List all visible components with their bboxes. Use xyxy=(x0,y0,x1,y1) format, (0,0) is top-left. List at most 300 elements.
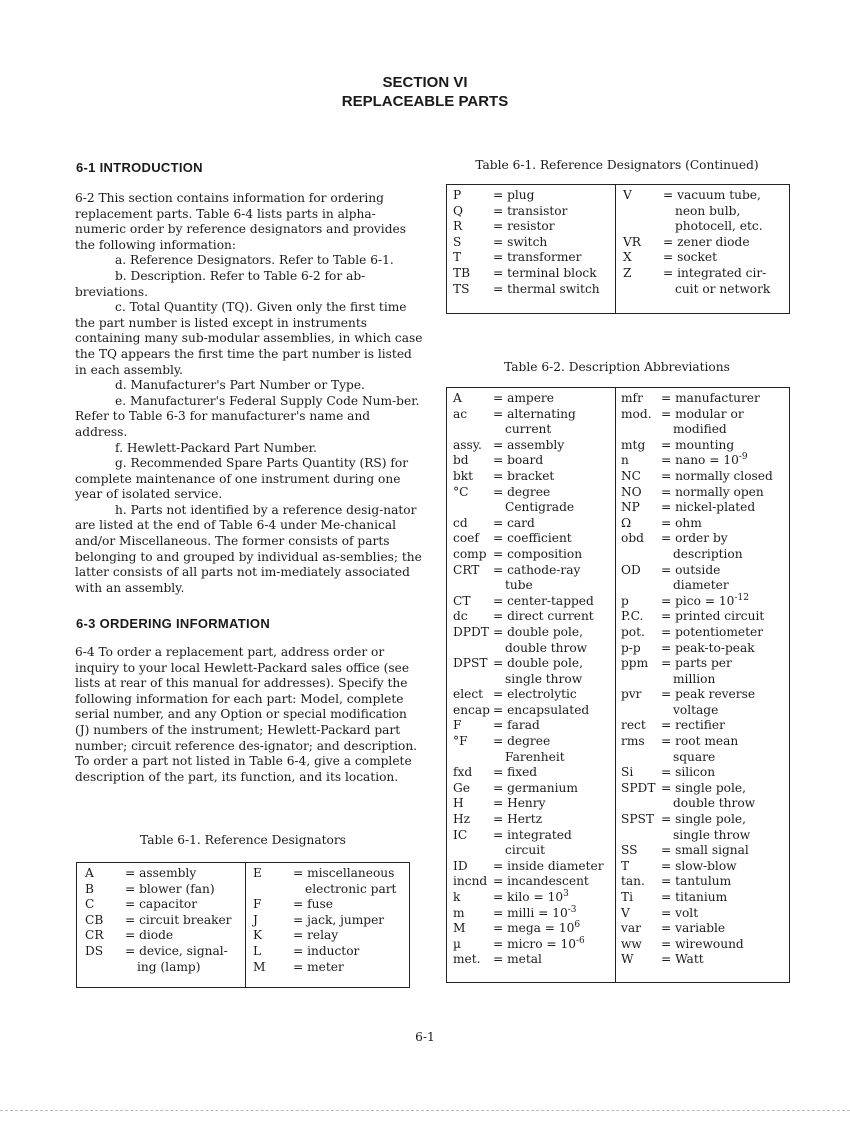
designator: M xyxy=(253,959,266,974)
definition-text: = encapsulated xyxy=(493,702,590,717)
page-title: REPLACEABLE PARTS xyxy=(341,93,509,110)
definition xyxy=(493,687,577,703)
definition-text: = plug xyxy=(493,188,535,202)
table-row xyxy=(453,531,613,547)
designator: A xyxy=(85,866,94,880)
definition xyxy=(661,874,731,890)
definition-text: = small signal xyxy=(661,843,749,858)
definition xyxy=(505,422,551,438)
definition xyxy=(293,913,384,929)
exponent: -6 xyxy=(576,935,585,946)
designator: °F xyxy=(453,734,468,749)
definition xyxy=(661,859,737,875)
designator: n xyxy=(621,453,629,468)
table-divider xyxy=(245,863,246,987)
designator: NO xyxy=(621,484,642,499)
table-row xyxy=(453,266,613,282)
definition-text: = peak-to-peak xyxy=(661,640,755,655)
table-row xyxy=(621,703,787,719)
definition xyxy=(493,703,589,719)
definition xyxy=(661,625,763,641)
table-row xyxy=(621,906,787,922)
definition xyxy=(673,703,718,719)
item-f: f. Hewlett-Packard Part Number. xyxy=(115,440,317,455)
table-6-1-continued xyxy=(446,184,790,314)
definition-text: square xyxy=(673,749,716,764)
designator: p xyxy=(621,593,629,608)
table-row xyxy=(621,641,787,657)
definition xyxy=(493,906,576,922)
designator: C xyxy=(85,897,95,912)
definition xyxy=(493,531,572,547)
table-row xyxy=(621,672,787,688)
definition xyxy=(493,656,583,672)
table-row xyxy=(453,765,613,781)
definition-text: = integrated xyxy=(493,827,572,842)
table-row xyxy=(453,890,613,906)
para-6-2: 6-2 This section contains information for ordering replacement parts. Table 6-4 lists parts in alpha-numeric order by reference designators and provides the following information: xyxy=(75,191,406,252)
designator: p-p xyxy=(621,640,641,655)
definition xyxy=(673,547,743,563)
table-row xyxy=(623,188,787,204)
table-row xyxy=(621,656,787,672)
table-row xyxy=(453,578,613,594)
definition-text: = germanium xyxy=(493,780,578,795)
table-row xyxy=(621,438,787,454)
designator: T xyxy=(621,858,630,873)
designator: CB xyxy=(85,912,104,927)
definition-text: = degree xyxy=(493,734,551,749)
table-row xyxy=(85,928,243,944)
exponent: -3 xyxy=(567,904,577,915)
definition xyxy=(663,250,717,266)
definition xyxy=(493,890,569,906)
table-row xyxy=(623,204,787,220)
table-row xyxy=(621,859,787,875)
definition xyxy=(493,859,604,875)
definition-text: = zener diode xyxy=(663,234,750,249)
definition xyxy=(493,812,542,828)
definition xyxy=(493,266,597,282)
designator: X xyxy=(623,250,632,265)
designator: SS xyxy=(621,843,638,858)
definition-text: = nano = 10 xyxy=(661,453,739,468)
definition-text: = electrolytic xyxy=(493,687,577,702)
definition-text: = resistor xyxy=(493,219,555,234)
table-row xyxy=(621,407,787,423)
introduction-text xyxy=(75,191,425,596)
designator: µ xyxy=(453,936,461,951)
definition xyxy=(661,641,755,657)
definition xyxy=(661,656,732,672)
definition-text: = single pole, xyxy=(661,812,746,827)
designator: TB xyxy=(453,265,471,280)
definition xyxy=(673,796,755,812)
definition-text: single throw xyxy=(673,827,751,842)
designator: comp xyxy=(453,546,487,561)
table-6-1-continued-caption: Table 6-1. Reference Designators (Continued) xyxy=(475,158,759,172)
designator: cd xyxy=(453,515,468,530)
definition-text: = Henry xyxy=(493,796,546,811)
definition-text: = outside xyxy=(661,562,721,577)
table-divider xyxy=(615,388,616,982)
definition-text: = switch xyxy=(493,234,548,249)
definition xyxy=(293,866,394,882)
designator: SPST xyxy=(621,812,655,827)
table-row xyxy=(453,812,613,828)
designator: A xyxy=(453,391,462,405)
definition xyxy=(505,578,533,594)
definition xyxy=(661,952,704,968)
table-6-2 xyxy=(446,387,790,983)
definition xyxy=(493,547,582,563)
table-row xyxy=(453,547,613,563)
definition xyxy=(493,796,546,812)
table-row xyxy=(621,500,787,516)
definition xyxy=(661,500,755,516)
table-row xyxy=(453,516,613,532)
table-row xyxy=(453,952,613,968)
definition-text: = coefficient xyxy=(493,531,572,546)
definition-text: = root mean xyxy=(661,734,739,749)
table-row xyxy=(621,874,787,890)
definition-text: = nickel-plated xyxy=(661,500,756,515)
definition-text: diameter xyxy=(673,578,729,593)
definition xyxy=(663,188,761,204)
table-row xyxy=(453,422,613,438)
item-h: h. Parts not identified by a reference desig-nator are listed at the end of Table 6-4 under Me-chanical and/or Miscellaneous. The former consists of parts belonging to and grouped by individual as-semblies; the latter consists of all parts not im-mediately associated with an assembly. xyxy=(75,502,422,595)
definition-text: current xyxy=(505,422,552,437)
table-row xyxy=(621,469,787,485)
table-row xyxy=(623,219,787,235)
definition-text: = bracket xyxy=(493,468,555,483)
table-row xyxy=(621,687,787,703)
definition-text: = vacuum tube, xyxy=(663,188,761,202)
designator: B xyxy=(85,881,94,896)
table-row xyxy=(85,897,243,913)
definition-text: = single pole, xyxy=(661,780,746,795)
definition xyxy=(661,485,764,501)
definition xyxy=(305,882,396,898)
definition xyxy=(661,906,698,922)
table-row xyxy=(453,563,613,579)
table-6-2-left-column xyxy=(453,391,613,968)
designator: CRT xyxy=(453,562,480,577)
table-row xyxy=(85,866,243,882)
definition-text: = Hertz xyxy=(493,812,543,827)
ordering-heading: 6-3 ORDERING INFORMATION xyxy=(76,616,271,631)
item-c: c. Total Quantity (TQ). Given only the first time the part number is listed except in instruments containing many sub-modular assemblies, in which case the TQ appears the first time the part number is listed in each assembly. xyxy=(75,300,423,377)
definition xyxy=(293,928,338,944)
definition-text: = potentiometer xyxy=(661,624,764,639)
definition-text: = slow-blow xyxy=(661,858,737,873)
exponent: -9 xyxy=(738,452,748,463)
table-row xyxy=(623,250,787,266)
table-row xyxy=(621,391,787,407)
table-row xyxy=(621,734,787,750)
exponent: 6 xyxy=(574,920,581,931)
definition-text: = fixed xyxy=(493,765,538,780)
definition-text: = wirewound xyxy=(661,936,744,951)
table-row xyxy=(453,641,613,657)
table-row xyxy=(253,960,409,976)
page-number: 6-1 xyxy=(415,1030,435,1044)
table-row xyxy=(453,734,613,750)
table-row xyxy=(453,235,613,251)
table-row xyxy=(621,890,787,906)
definition-text: modified xyxy=(673,422,727,437)
definition-text: = circuit breaker xyxy=(125,912,232,927)
definition-text: = center-tapped xyxy=(493,593,594,608)
designator: H xyxy=(453,796,464,811)
designator: mod. xyxy=(621,406,652,421)
designator: Q xyxy=(453,203,463,218)
table-row xyxy=(453,438,613,454)
definition xyxy=(493,282,600,298)
definition-text: = metal xyxy=(493,952,542,967)
definition xyxy=(293,944,359,960)
definition xyxy=(493,874,589,890)
definition xyxy=(675,219,763,235)
definition-text: = alternating xyxy=(493,406,576,421)
table-row xyxy=(453,204,613,220)
definition xyxy=(673,828,750,844)
definition-text: = farad xyxy=(493,718,540,733)
table-row xyxy=(85,913,243,929)
definition xyxy=(493,718,540,734)
table-row xyxy=(621,750,787,766)
para-6-4: 6-4 To order a replacement part, address order or inquiry to your local Hewlett-Packard sales office (see lists at rear of this manual for addresses). Specify the following information for each part: Model, complete serial number, and any Option or special modification (J) numbers of the instrument; Hewlett-Packard part number; circuit reference des-ignator; and description. To order a part not listed in Table 6-4, give a complete description of the part, its function, and its location. xyxy=(75,645,418,784)
definition-text: = silicon xyxy=(661,765,716,780)
definition-text: electronic part xyxy=(305,881,397,896)
designator: ID xyxy=(453,858,468,873)
designator: tan. xyxy=(621,874,645,889)
definition xyxy=(493,469,554,485)
table-row xyxy=(621,781,787,797)
table-row xyxy=(621,422,787,438)
table-row xyxy=(453,188,613,204)
definition xyxy=(493,952,542,968)
definition-text: = double pole, xyxy=(493,624,583,639)
definition xyxy=(673,422,727,438)
definition-text: neon bulb, xyxy=(675,203,741,218)
definition xyxy=(661,469,773,485)
designator: L xyxy=(253,943,262,958)
table-row xyxy=(453,219,613,235)
definition-text: = order by xyxy=(661,531,728,546)
table-row xyxy=(621,516,787,532)
definition xyxy=(661,921,725,937)
designator: dc xyxy=(453,609,468,624)
designator: CT xyxy=(453,593,471,608)
definition-text: ing (lamp) xyxy=(137,959,201,974)
definition-text: = micro = 10 xyxy=(493,936,576,951)
designator: k xyxy=(453,890,461,904)
table-row xyxy=(453,469,613,485)
definition-text: = mounting xyxy=(661,437,735,452)
designator: incnd xyxy=(453,874,488,889)
designator: DPST xyxy=(453,656,488,671)
table-row xyxy=(453,937,613,953)
definition xyxy=(493,734,550,750)
definition-text: = pico = 10 xyxy=(661,593,735,608)
designator: bkt xyxy=(453,468,474,483)
designator: SPDT xyxy=(621,780,656,795)
designator: VR xyxy=(623,234,641,249)
table-row xyxy=(253,944,409,960)
designator: Ge xyxy=(453,780,470,795)
definition xyxy=(293,897,333,913)
designator: CR xyxy=(85,928,104,943)
definition xyxy=(661,781,746,797)
definition-text: = direct current xyxy=(493,609,594,624)
definition xyxy=(661,843,749,859)
definition-text: = meter xyxy=(293,959,344,974)
definition xyxy=(663,266,766,282)
definition xyxy=(493,594,594,610)
table-row xyxy=(253,882,409,898)
table-row xyxy=(453,843,613,859)
designator: OD xyxy=(621,562,641,577)
definition xyxy=(661,812,746,828)
definition-text: = relay xyxy=(293,928,339,943)
definition-text: = terminal block xyxy=(493,265,597,280)
designator: Ω xyxy=(621,515,632,530)
definition-text: tube xyxy=(505,578,533,593)
table-6-1-left-column xyxy=(85,866,243,975)
definition xyxy=(125,897,197,913)
definition xyxy=(661,609,764,625)
designator: elect xyxy=(453,687,484,702)
table-row xyxy=(453,609,613,625)
definition-text: = printed circuit xyxy=(661,609,765,624)
definition xyxy=(661,453,748,469)
designator: encap xyxy=(453,702,490,717)
table-row xyxy=(453,859,613,875)
definition-text: photocell, etc. xyxy=(675,219,763,234)
definition xyxy=(493,609,594,625)
definition xyxy=(673,578,729,594)
definition xyxy=(661,937,744,953)
table-row xyxy=(621,485,787,501)
definition xyxy=(661,718,725,734)
designator: var xyxy=(621,921,641,936)
definition xyxy=(125,882,215,898)
item-g: g. Recommended Spare Parts Quantity (RS) for complete maintenance of one instrument during one year of isolated service. xyxy=(75,456,409,502)
definition xyxy=(673,750,715,766)
table-row xyxy=(453,781,613,797)
definition-text: = cathode-ray xyxy=(493,562,581,577)
table-row xyxy=(621,718,787,734)
table-row xyxy=(621,609,787,625)
table-6-2-right-column xyxy=(621,391,787,968)
table-row xyxy=(253,897,409,913)
designator: V xyxy=(621,905,630,920)
designator: Hz xyxy=(453,812,471,827)
designator: NC xyxy=(621,468,641,483)
designator: IC xyxy=(453,827,468,842)
definition-text: = mega = 10 xyxy=(493,921,575,936)
table-row xyxy=(453,703,613,719)
definition xyxy=(493,453,543,469)
table-row xyxy=(621,812,787,828)
definition-text: = modular or xyxy=(661,406,744,421)
definition-text: = miscellaneous xyxy=(293,866,395,880)
designator: M xyxy=(453,921,466,936)
definition-text: = assembly xyxy=(125,866,197,880)
exponent: 3 xyxy=(563,888,569,899)
definition xyxy=(293,960,344,976)
definition-text: Farenheit xyxy=(505,749,565,764)
definition xyxy=(493,781,578,797)
introduction-heading: 6-1 INTRODUCTION xyxy=(76,160,203,175)
definition xyxy=(661,531,728,547)
designator: °C xyxy=(453,484,469,499)
definition xyxy=(661,890,727,906)
designator: F xyxy=(453,718,462,733)
definition-text: = card xyxy=(493,515,535,530)
definition xyxy=(125,866,196,882)
definition-text: circuit xyxy=(505,843,546,858)
designator: Z xyxy=(623,265,632,280)
definition-text: = composition xyxy=(493,546,583,561)
definition xyxy=(505,672,582,688)
table-6-1 xyxy=(76,862,410,988)
designator: Ti xyxy=(621,890,634,904)
table-row xyxy=(453,250,613,266)
table-row xyxy=(621,563,787,579)
definition-text: = jack, jumper xyxy=(293,912,385,927)
definition xyxy=(675,204,740,220)
table-6-1-continued-left-column xyxy=(453,188,613,297)
table-row xyxy=(453,625,613,641)
definition-text: = incandescent xyxy=(493,874,589,889)
definition xyxy=(493,765,537,781)
definition-text: = rectifier xyxy=(661,718,725,733)
designator: ppm xyxy=(621,656,649,671)
designator: T xyxy=(453,250,462,265)
table-row xyxy=(453,672,613,688)
table-6-1-continued-right-column xyxy=(623,188,787,297)
definition xyxy=(493,235,547,251)
item-e: e. Manufacturer's Federal Supply Code Num-ber. Refer to Table 6-3 for manufacturer's name and address. xyxy=(75,393,420,439)
item-d: d. Manufacturer's Part Number or Type. xyxy=(115,378,365,393)
definition xyxy=(661,734,738,750)
table-row xyxy=(253,913,409,929)
definition-text: = variable xyxy=(661,921,726,936)
definition-text: = inside diameter xyxy=(493,858,604,873)
designator: W xyxy=(621,952,634,967)
designator: P.C. xyxy=(621,609,644,624)
table-row xyxy=(453,407,613,423)
designator: m xyxy=(453,905,465,920)
table-row xyxy=(621,453,787,469)
table-row xyxy=(453,594,613,610)
table-row xyxy=(253,928,409,944)
definition-text: = socket xyxy=(663,250,717,265)
designator: F xyxy=(253,897,262,912)
table-row xyxy=(453,921,613,937)
designator: DS xyxy=(85,943,104,958)
definition xyxy=(493,391,554,407)
definition-text: = tantulum xyxy=(661,874,732,889)
table-row xyxy=(453,391,613,407)
definition xyxy=(661,687,755,703)
definition xyxy=(505,750,565,766)
definition-text: = transformer xyxy=(493,250,582,265)
definition xyxy=(493,250,581,266)
table-6-1-caption: Table 6-1. Reference Designators xyxy=(140,833,346,847)
